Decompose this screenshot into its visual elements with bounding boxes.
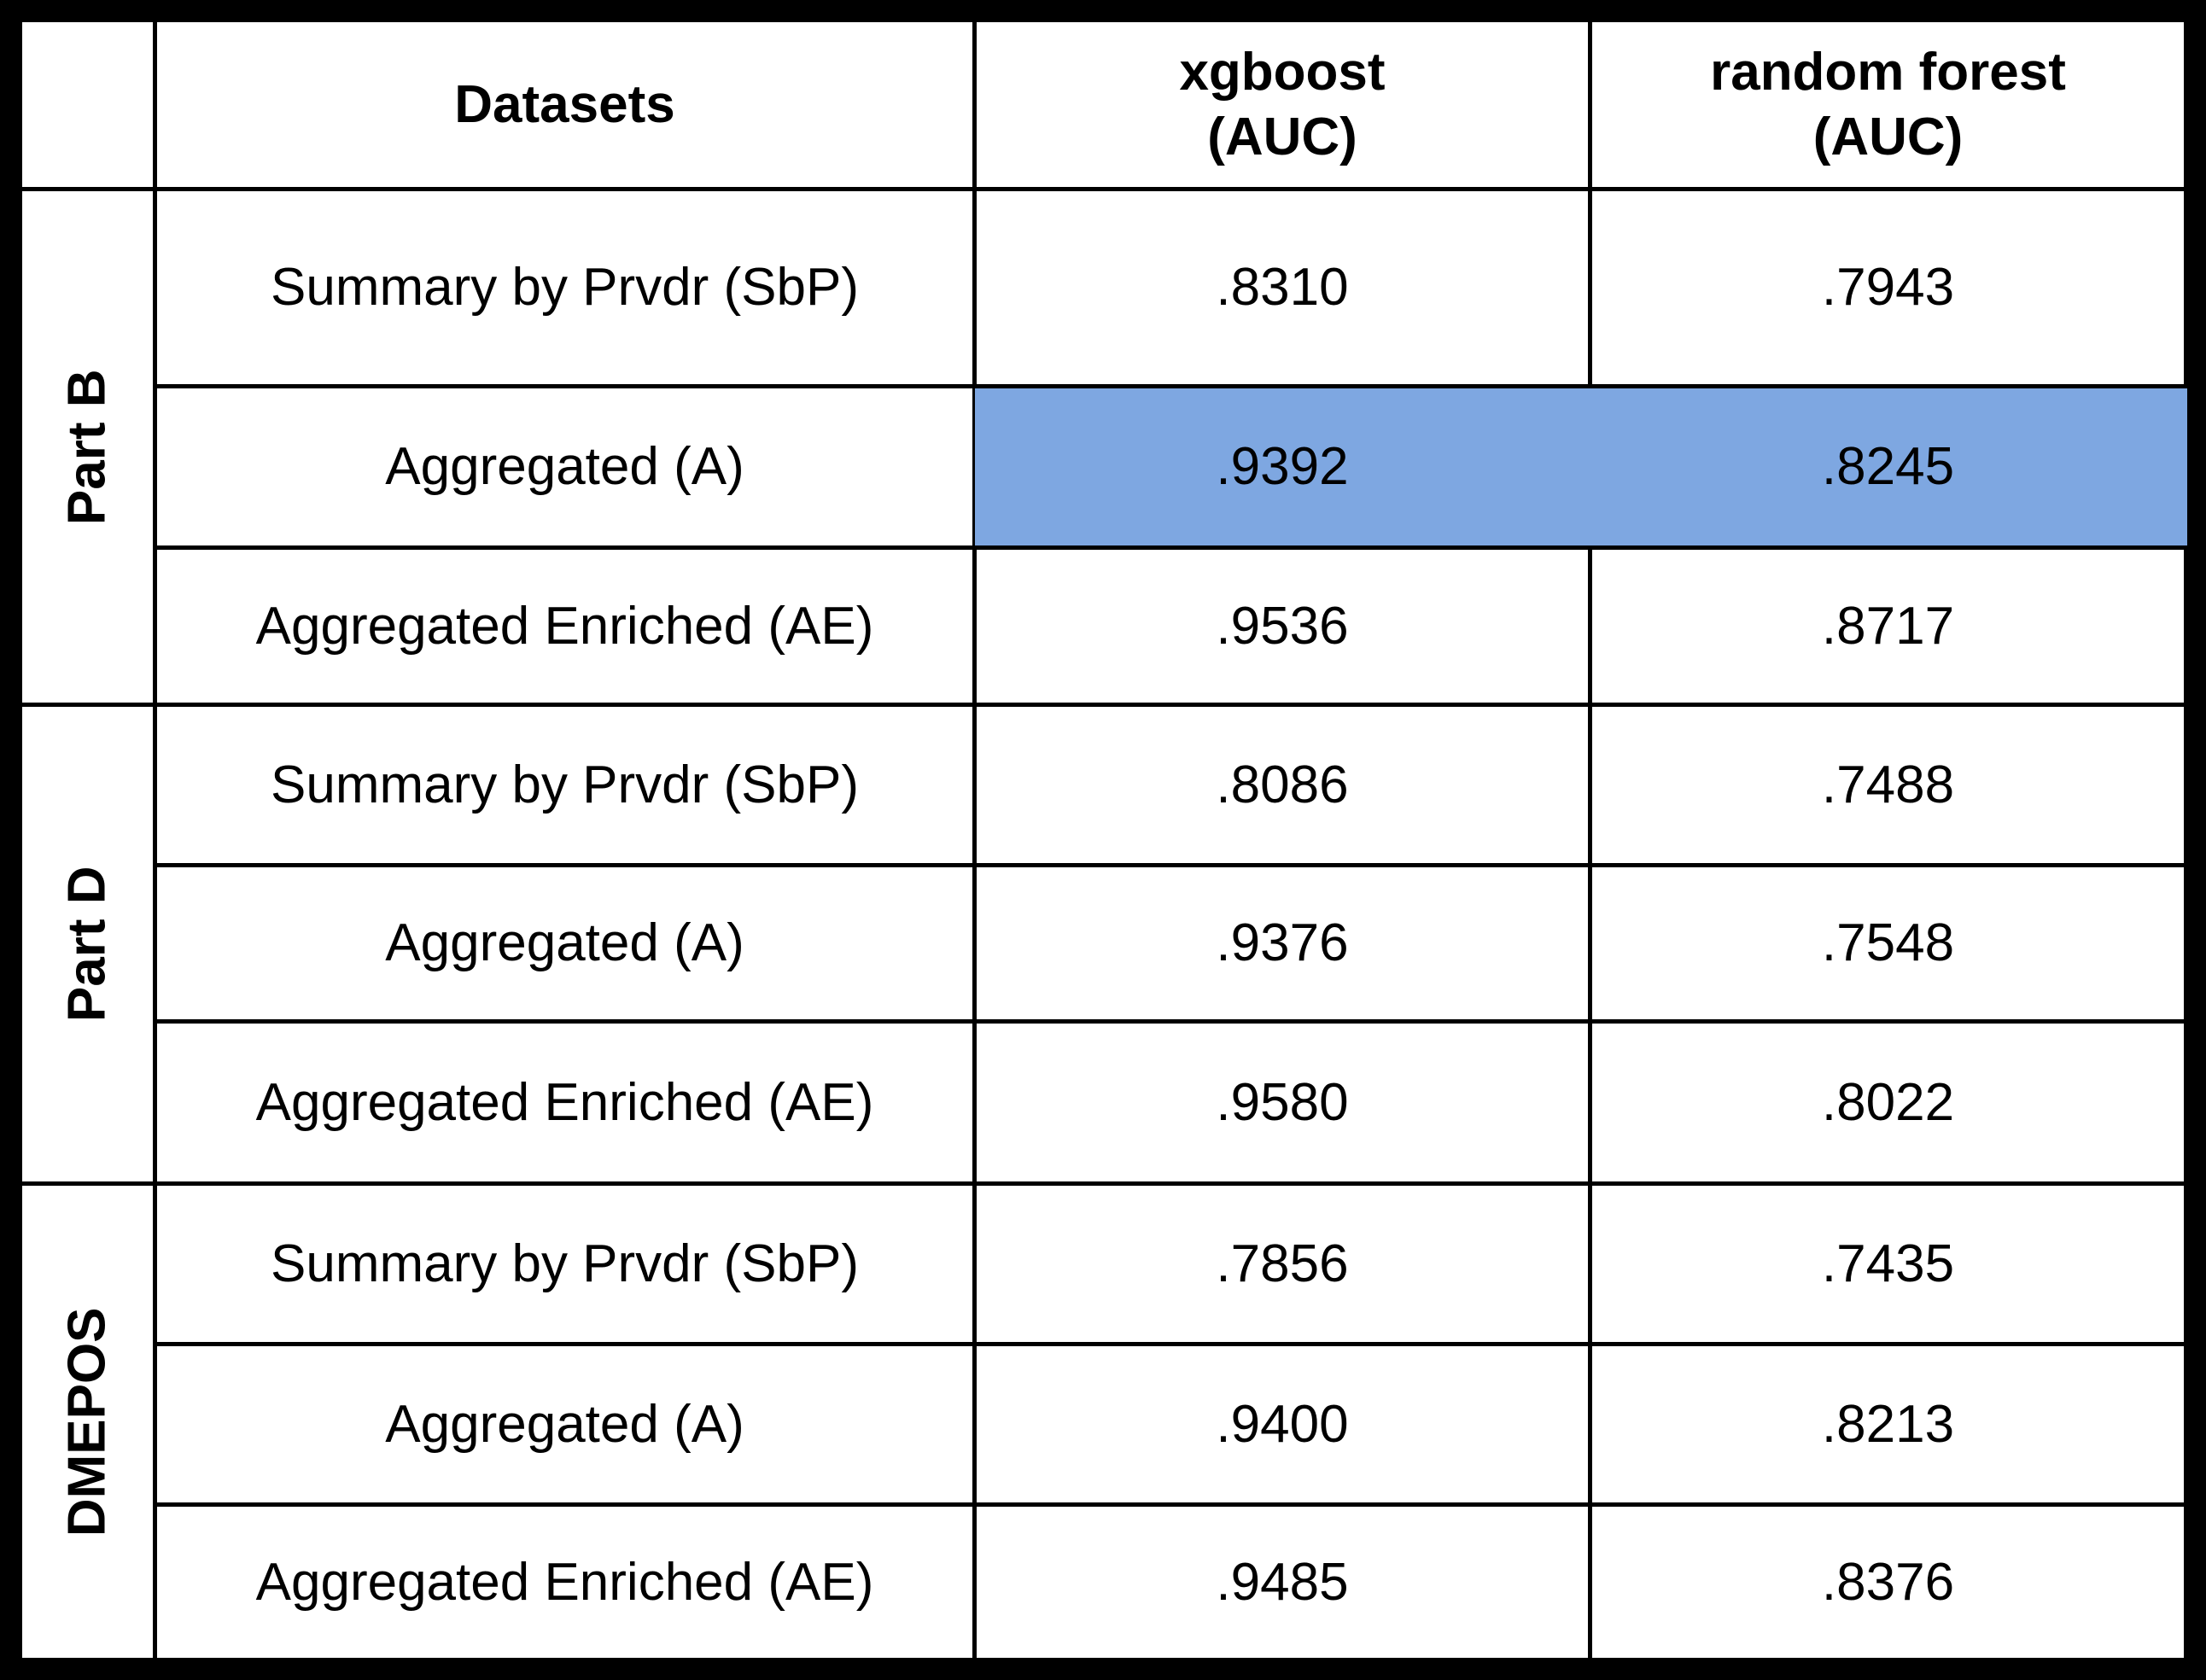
header-xgboost-line1: xgboost [1179,42,1386,102]
xgboost-auc-value: .8310 [1216,258,1349,318]
row-part-d-sbp-xgboost [977,707,1588,863]
dataset-label: Aggregated Enriched (AE) [255,1072,874,1132]
dataset-label: Aggregated (A) [385,913,744,973]
random-forest-auc-value: .8213 [1821,1394,1955,1454]
header-xgboost-line2: (AUC) [1207,107,1357,166]
random-forest-auc-value: .7435 [1821,1234,1955,1293]
row-part-b-sbp-dataset [157,191,972,384]
row-part-b-sbp-xgboost [977,191,1588,384]
row-part-d-ae-xgboost [977,1024,1588,1181]
random-forest-auc-value: .8717 [1821,596,1955,656]
row-part-b-ae-xgboost [977,550,1588,703]
xgboost-auc-value: .7856 [1216,1234,1349,1293]
dataset-label: Summary by Prvdr (SbP) [270,1234,860,1293]
row-part-d-a-dataset [157,867,972,1019]
group-label-part-d-text: Part D [57,866,117,1023]
dataset-label: Aggregated Enriched (AE) [255,596,874,656]
random-forest-auc-value: .7548 [1821,913,1955,973]
xgboost-auc-value: .9485 [1216,1552,1349,1612]
row-part-d-a-xgboost [977,867,1588,1019]
header-datasets-label: Datasets [454,74,675,134]
group-label-part-d [22,707,153,1181]
xgboost-auc-value: .9392 [1216,437,1349,497]
row-dmepos-sbp-dataset [157,1186,972,1342]
row-part-b-a-dataset [157,388,972,545]
row-part-d-sbp-random-forest [1592,707,2184,863]
random-forest-auc-value: .8022 [1821,1072,1955,1132]
row-part-d-a-random-forest [1592,867,2184,1019]
group-label-dmepos [22,1186,153,1658]
row-part-b-ae-random-forest [1592,550,2184,703]
row-dmepos-sbp-random-forest [1592,1186,2184,1342]
random-forest-auc-value: .8245 [1821,437,1955,497]
random-forest-auc-value: .8376 [1821,1552,1955,1612]
random-forest-auc-value: .7488 [1821,755,1955,814]
row-dmepos-a-dataset [157,1346,972,1502]
header-random-forest-line1: random forest [1710,42,2066,102]
row-dmepos-ae-random-forest [1592,1507,2184,1658]
header-random-forest-line2: (AUC) [1812,107,1964,166]
row-part-b-ae-dataset [157,550,972,703]
header-datasets [157,22,972,187]
xgboost-auc-value: .9580 [1216,1072,1349,1132]
xgboost-auc-value: .9536 [1216,596,1349,656]
row-dmepos-a-xgboost [977,1346,1588,1502]
dataset-label: Aggregated (A) [385,1394,744,1454]
xgboost-auc-value: .8086 [1216,755,1349,814]
dataset-label: Aggregated Enriched (AE) [255,1552,874,1612]
header-random-forest [1592,22,2184,187]
random-forest-auc-value: .7943 [1821,258,1955,318]
row-part-d-ae-random-forest [1592,1024,2184,1181]
xgboost-auc-value: .9376 [1216,913,1349,973]
dataset-label: Summary by Prvdr (SbP) [270,258,860,318]
header-xgboost [977,22,1588,187]
row-part-d-sbp-dataset [157,707,972,863]
dataset-label: Summary by Prvdr (SbP) [270,755,860,814]
row-dmepos-ae-xgboost [977,1507,1588,1658]
header-corner-cell [22,22,153,187]
row-part-b-sbp-random-forest [1592,191,2184,384]
group-label-part-b-text: Part B [57,369,117,525]
row-part-b-a-xgboost [975,388,2187,545]
row-dmepos-sbp-xgboost [977,1186,1588,1342]
group-label-part-b [22,191,153,703]
group-label-dmepos-text: DMEPOS [57,1307,117,1537]
xgboost-auc-value: .9400 [1216,1394,1349,1454]
row-part-d-ae-dataset [157,1024,972,1181]
dataset-label: Aggregated (A) [385,437,744,497]
row-dmepos-a-random-forest [1592,1346,2184,1502]
row-dmepos-ae-dataset [157,1507,972,1658]
